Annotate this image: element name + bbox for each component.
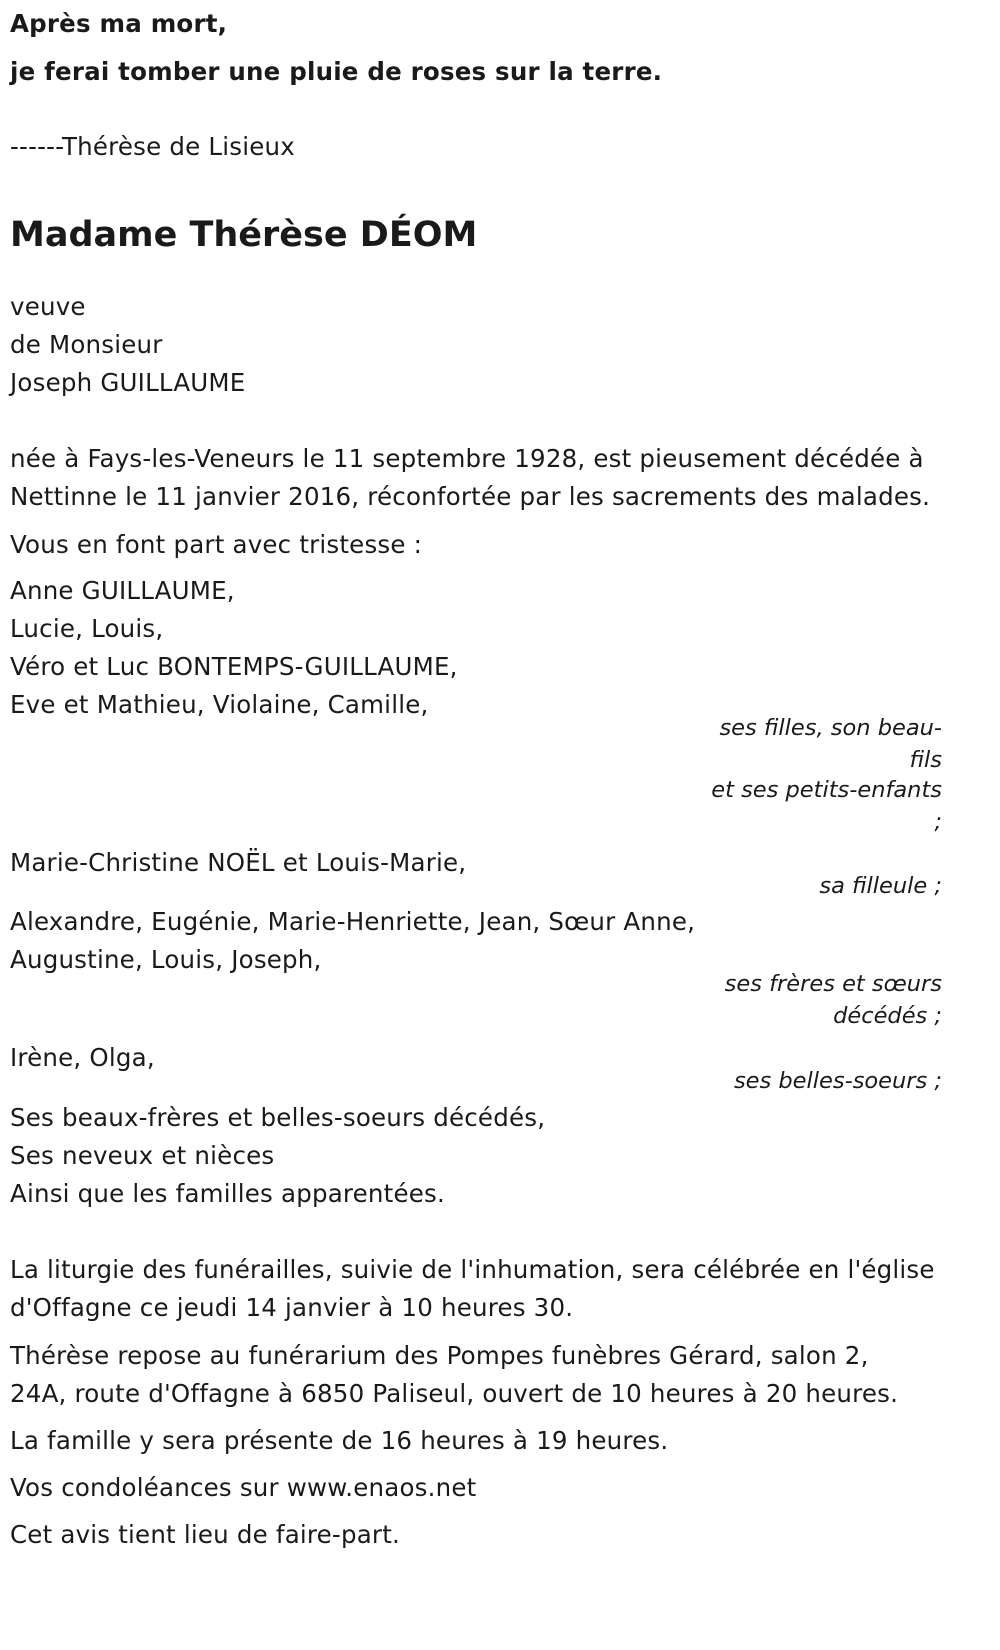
quote-line-2: je ferai tomber une pluie de roses sur la terre. [10, 57, 663, 86]
family-child-line: Lucie, Louis, [10, 614, 164, 643]
birth-death-line-1: née à Fays-les-Veneurs le 11 septembre 1928, est pieusement décédée à [10, 444, 924, 473]
family-presence: La famille y sera présente de 16 heures à 19 heures. [10, 1426, 669, 1455]
sibling-line: Alexandre, Eugénie, Marie-Henriette, Jean, Sœur Anne, [10, 907, 696, 936]
repose-line-2: 24A, route d'Offagne à 6850 Paliseul, ouvert de 10 heures à 20 heures. [10, 1379, 899, 1408]
sisters-in-law-relation: ses belles-soeurs ; [733, 1068, 942, 1094]
repose-line-1: Thérèse repose au funérarium des Pompes funèbres Gérard, salon 2, [10, 1341, 869, 1370]
other-family-line: Ses beaux-frères et belles-soeurs décédés, [10, 1103, 546, 1132]
other-family-line: Ses neveux et nièces [10, 1141, 275, 1170]
widow-line-1: veuve [10, 292, 86, 321]
goddaughter-relation: sa filleule ; [819, 873, 942, 899]
birth-death-line-2: Nettinne le 11 janvier 2016, réconfortée par les sacrements des malades. [10, 482, 931, 511]
goddaughter-line: Marie-Christine NOËL et Louis-Marie, [10, 848, 467, 877]
children-relation-b: et ses petits-enfants ; [711, 777, 942, 835]
widow-line-2: de Monsieur [10, 330, 163, 359]
quote-author: ------Thérèse de Lisieux [10, 132, 295, 161]
family-child-line: Véro et Luc BONTEMPS-GUILLAUME, [10, 652, 458, 681]
family-child-line: Eve et Mathieu, Violaine, Camille, [10, 690, 429, 719]
deceased-name: Madame Thérèse DÉOM [10, 215, 478, 255]
other-family-line: Ainsi que les familles apparentées. [10, 1179, 445, 1208]
sibling-line: Augustine, Louis, Joseph, [10, 945, 322, 974]
liturgy-line-1: La liturgie des funérailles, suivie de l'inhumation, sera célébrée en l'église [10, 1255, 935, 1284]
sisters-in-law-line: Irène, Olga, [10, 1043, 155, 1072]
quote-line-1: Après ma mort, [10, 9, 228, 38]
announce-text: Vous en font part avec tristesse : [10, 530, 423, 559]
notice-line: Cet avis tient lieu de faire-part. [10, 1520, 400, 1549]
children-relation-a: ses filles, son beau-fils [719, 715, 942, 773]
family-child-line: Anne GUILLAUME, [10, 576, 235, 605]
liturgy-line-2: d'Offagne ce jeudi 14 janvier à 10 heures 30. [10, 1293, 574, 1322]
condolences-line: Vos condoléances sur www.enaos.net [10, 1473, 477, 1502]
siblings-relation: ses frères et sœurs décédés ; [724, 971, 942, 1029]
widow-line-3: Joseph GUILLAUME [10, 368, 246, 397]
